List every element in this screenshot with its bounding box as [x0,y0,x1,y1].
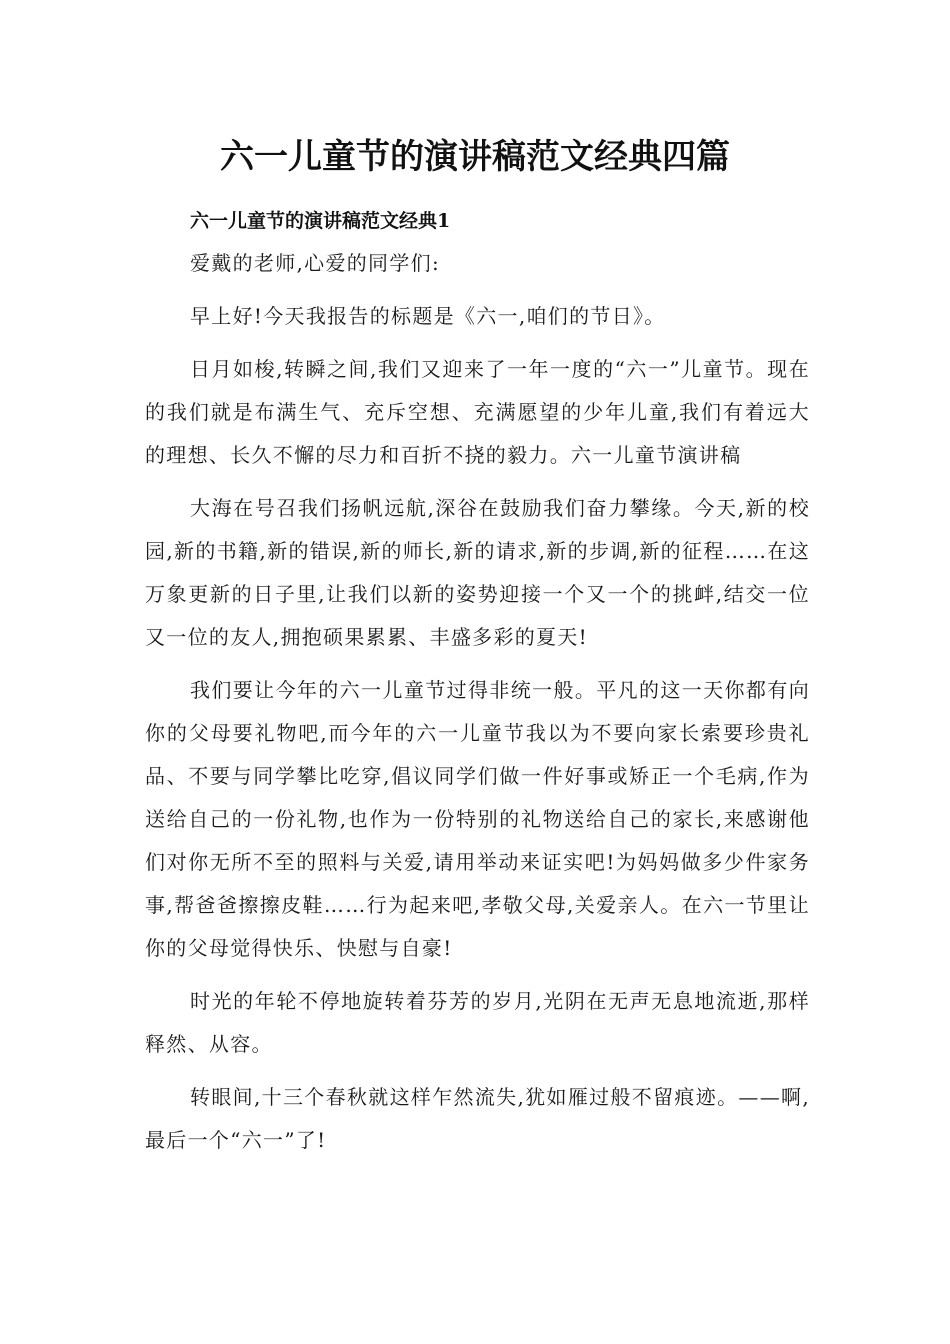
paragraph-intro: 早上好!今天我报告的标题是《六一,咱们的节日》。 [190,304,666,328]
paragraph: 转眼间,十三个春秋就这样乍然流失,犹如雁过般不留痕迹。——啊,最后一个“六一”了! [145,1085,810,1152]
paragraph-greeting: 爱戴的老师,心爱的同学们: [190,251,440,275]
document-title: 六一儿童节的演讲稿范文经典四篇 [220,137,730,177]
paragraph: 日月如梭,转瞬之间,我们又迎来了一年一度的“六一”儿童节。现在的我们就是布满生气、充斥空想、充满愿望的少年儿童,我们有着远大的理想、长久不懈的尽力和百折不挠的毅力。六一儿童节演讲稿 [145,357,810,467]
paragraph: 大海在号召我们扬帆远航,深谷在鼓励我们奋力攀缘。今天,新的校园,新的书籍,新的错误,新的师长,新的请求,新的步调,新的征程……在这万象更新的日子里,让我们以新的姿势迎接一个又一个的挑衅,结交一位又一位的友人,拥抱硕果累累、丰盛多彩的夏天! [145,496,810,649]
paragraph: 时光的年轮不停地旋转着芬芳的岁月,光阴在无声无息地流逝,那样释然、从容。 [145,989,810,1056]
document-body [145,242,810,1172]
section-heading: 六一儿童节的演讲稿范文经典1 [190,210,451,232]
paragraph: 我们要让今年的六一儿童节过得非统一般。平凡的这一天你都有向你的父母要礼物吧,而今年的六一儿童节我以为不要向家长索要珍贵礼品、不要与同学攀比吃穿,倡议同学们做一件好事或矫正一个毛病,作为送给自己的一份礼物,也作为一份特别的礼物送给自己的家长,来感谢他们对你无所不至的照料与关爱,请用举动来证实吧!为妈妈做多少件家务事,帮爸爸擦擦皮鞋……行为起来吧,孝敬父母,关爱亲人。在六一节里让你的父母觉得快乐、快慰与自豪! [145,678,810,960]
